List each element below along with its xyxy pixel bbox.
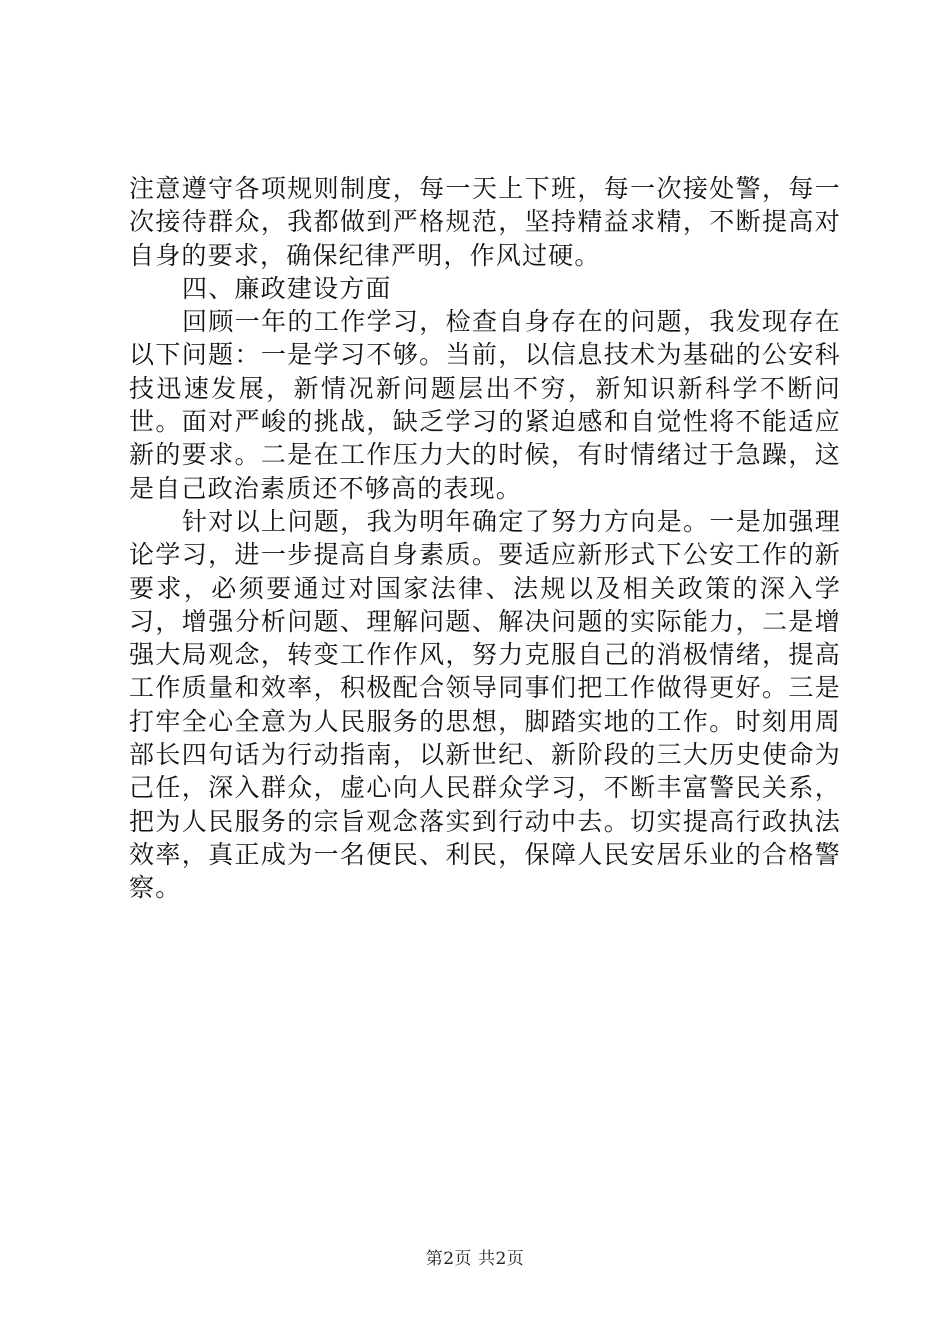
paragraph-directions: 针对以上问题，我为明年确定了努力方向是。一是加强理论学习，进一步提高自身素质。要适应新形式下公安工作的新要求，必须要通过对国家法律、法规以及相关政策的深入学习，增强分析问题、理解问题、解决问题的实际能力，二是增强大局观念，转变工作作风，努力克服自己的消极情绪，提高工作质量和效率，积极配合领导同事们把工作做得更好。三是打牢全心全意为人民服务的思想，脚踏实地的工作。时刻用周部长四句话为行动指南，以新世纪、新阶段的三大历史使命为己任，深入群众，虚心向人民群众学习，不断丰富警民关系，把为人民服务的宗旨观念落实到行动中去。切实提高行政执法效率，真正成为一名便民、利民，保障人民安居乐业的合格警察。: [129, 506, 841, 903]
page-number-footer: 第2页 共2页: [425, 1249, 525, 1269]
document-body: [129, 172, 841, 905]
paragraph-problems: 回顾一年的工作学习，检查自身存在的问题，我发现存在以下问题：一是学习不够。当前，以信息技术为基础的公安科技迅速发展，新情况新问题层出不穷，新知识新科学不断问世。面对严峻的挑战，缺乏学习的紧迫感和自觉性将不能适应新的要求。二是在工作压力大的时候，有时情绪过于急躁，这是自己政治素质还不够高的表现。: [129, 307, 841, 503]
paragraph-continuation: 注意遵守各项规则制度，每一天上下班，每一次接处警，每一次接待群众，我都做到严格规范，坚持精益求精，不断提高对自身的要求，确保纪律严明，作风过硬。: [129, 174, 841, 270]
section-heading: 四、廉政建设方面: [182, 273, 392, 303]
